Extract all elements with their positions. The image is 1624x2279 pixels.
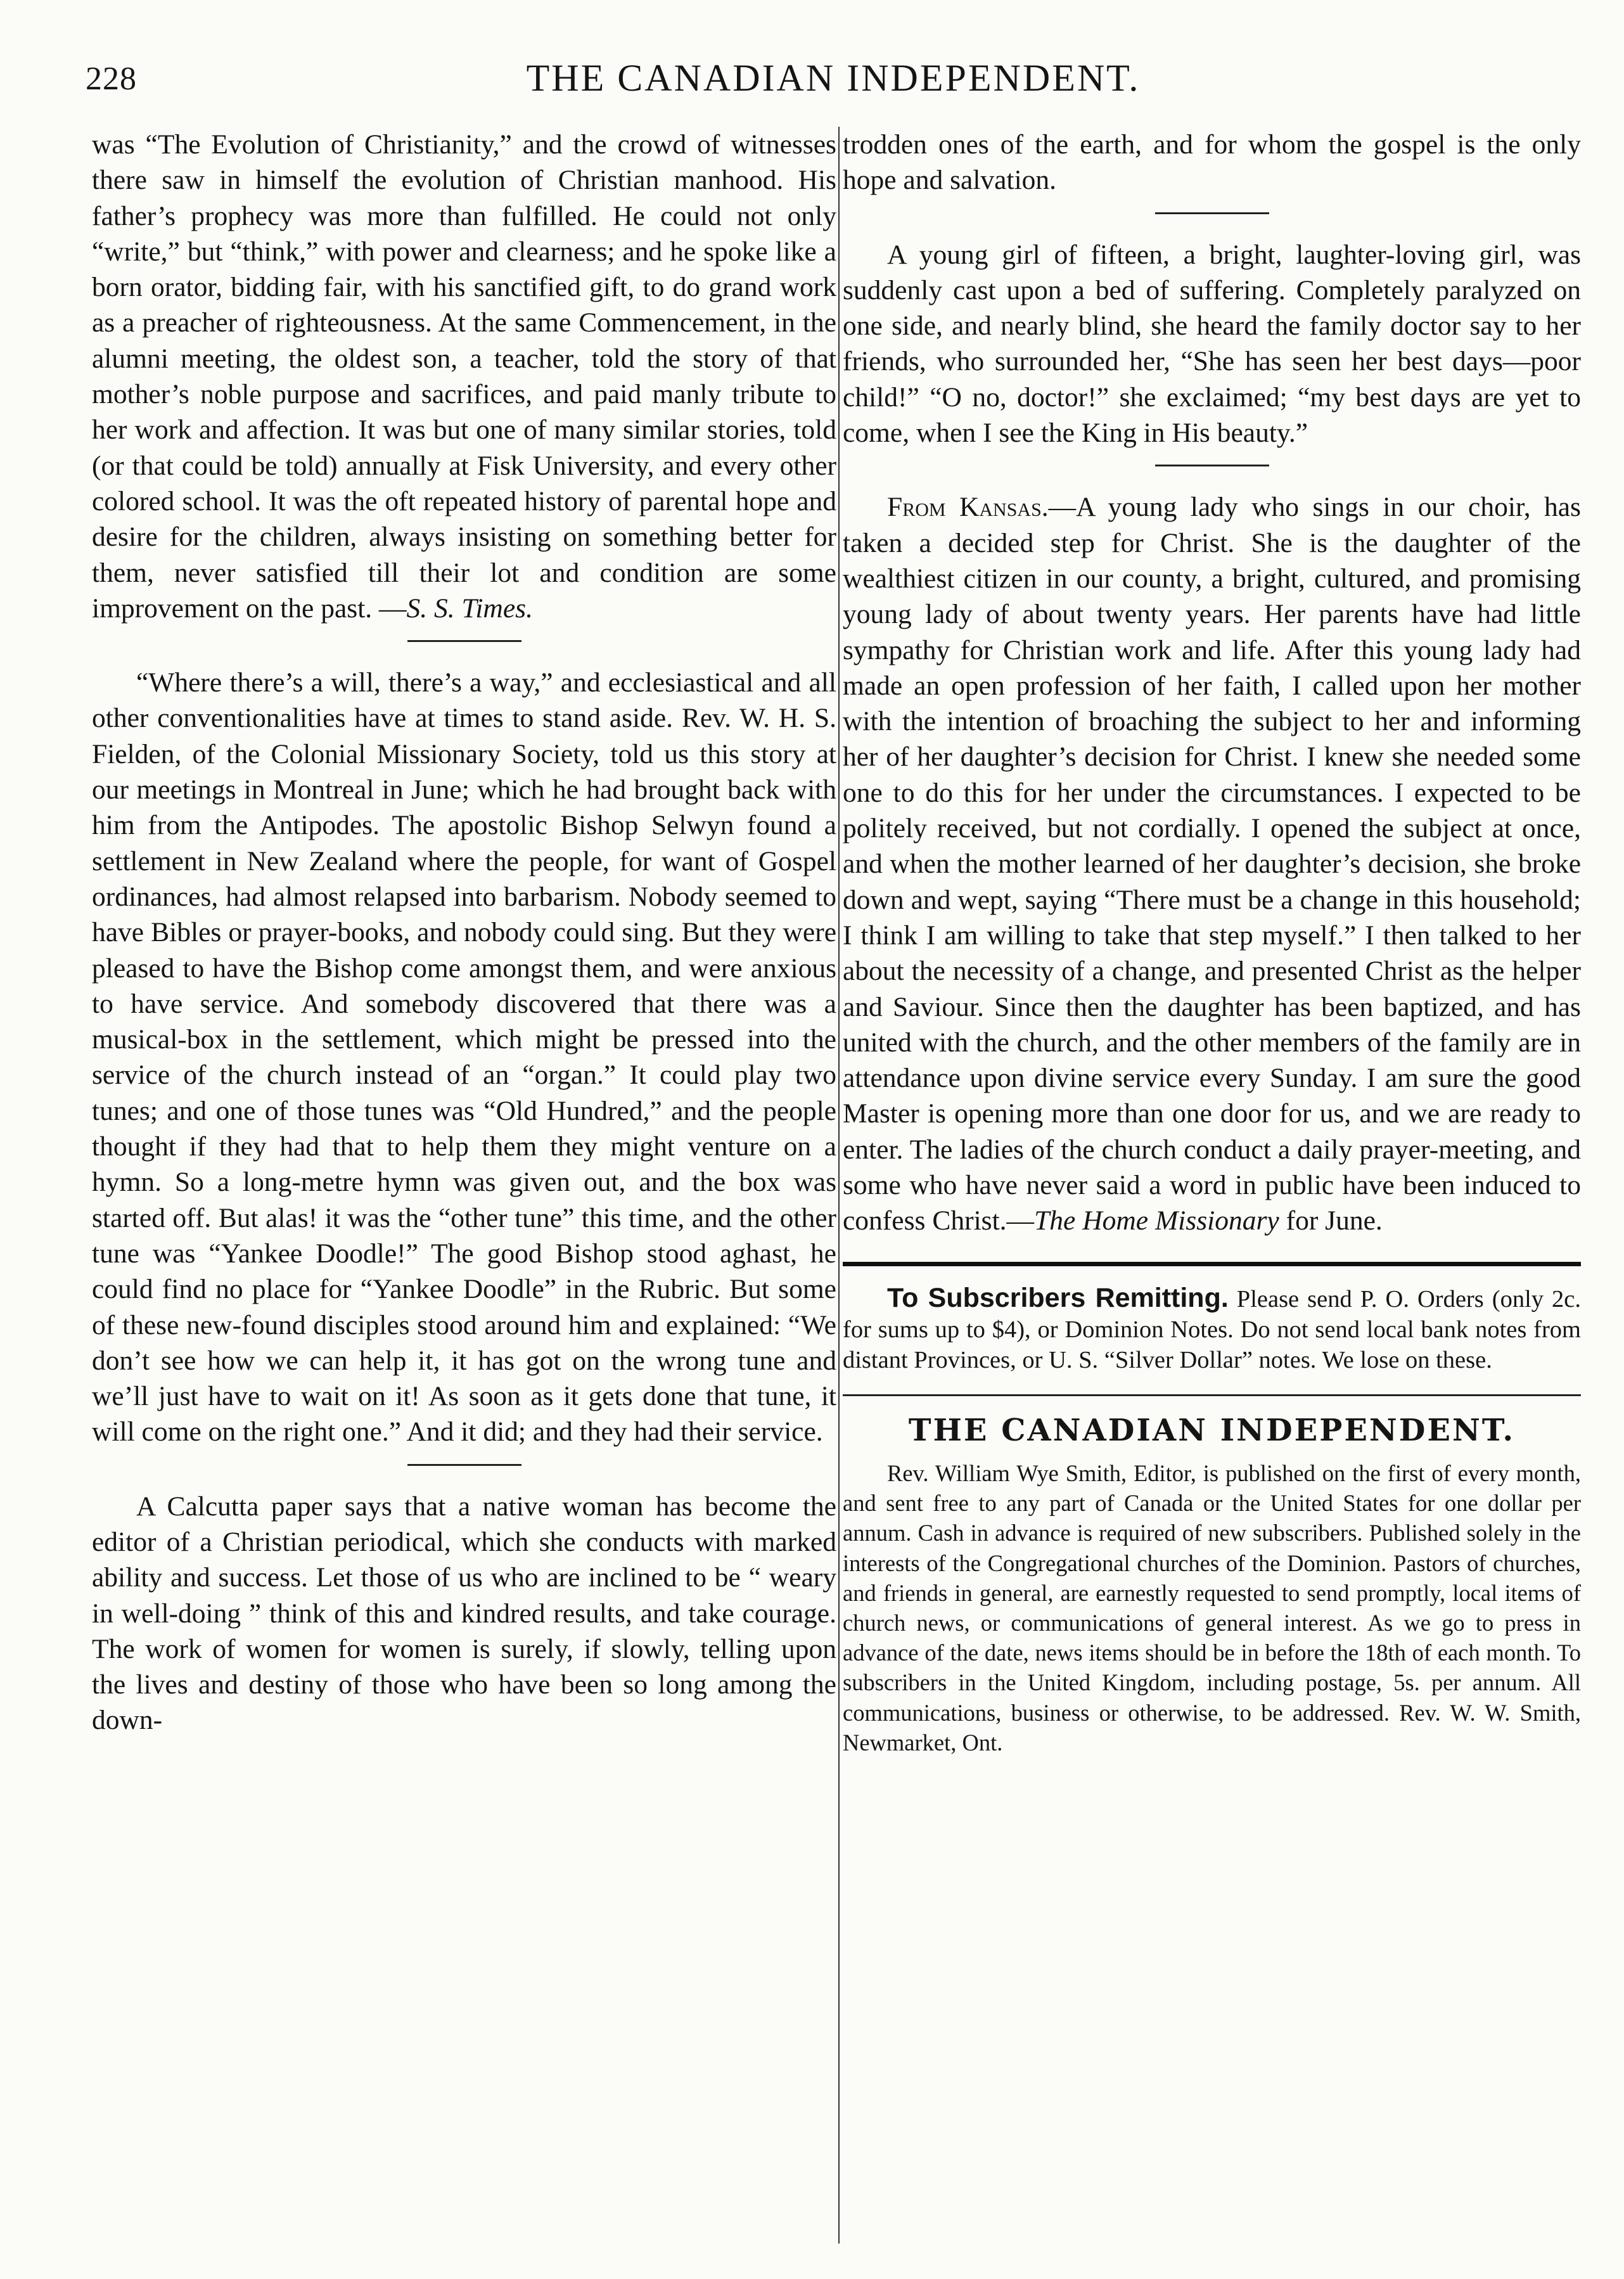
separator-rule [1155, 465, 1269, 466]
article-source: The Home Missionary [1034, 1205, 1279, 1236]
notice-lead: To Subscribers Remitting. [887, 1282, 1229, 1313]
notice-rule [843, 1262, 1581, 1266]
article-fisk-continuation [92, 127, 836, 626]
page-number: 228 [86, 61, 137, 97]
article-calcutta-paper: A Calcutta paper says that a native woman has become the editor of a Christian periodical, which she conducts with marked ability and success. Let those of us who are inclined to be “ weary in well-doing ” think of this and kindred results, and take courage. The work of women for women is surely, if slowly, telling upon the lives and destiny of those who have been so long among the down- [92, 1491, 836, 1736]
article-tail: for June. [1279, 1205, 1383, 1236]
article-text: was “The Evolution of Christianity,” and the crowd of witnesses there saw in himself the evolution of Christian manhood. His father’s prophecy was more than fulfilled. He could not only “write,” but “think,” with power and clearness; and he spoke like a born orator, bidding fair, with his sanctified gift, to do grand work as a preacher of righteousness. At the same Commencement, in the alumni meeting, the oldest son, a teacher, told the story of that mother’s noble purpose and sacrifices, and paid manly tribute to her work and affection. It was but one of many similar stories, told (or that could be told) annually at Fisk University, and every other colored school. It was the oft repeated history of parental hope and desire for the children, always insisting on something better for them, never satisfied till their lot and condition are some improvement on the past. — [92, 129, 836, 624]
article-young-girl: A young girl of fifteen, a bright, laughter-loving girl, was suddenly cast upon a bed of suffering. Completely paralyzed on one side, and nearly blind, she heard the family doctor say to her friends, who surrounded her, “She has seen her best days—poor child!” “O no, doctor!” she exclaimed; “my best days are yet to come, when I see the King in His beauty.” [843, 239, 1581, 449]
article-lead: From Kansas. [887, 492, 1049, 523]
column-divider [838, 127, 840, 2244]
page-header [86, 57, 1581, 105]
masthead-rule [843, 1394, 1581, 1396]
subscribers-notice [843, 1283, 1581, 1375]
article-source: S. S. Times. [406, 593, 533, 624]
masthead-title: THE CANADIAN INDEPENDENT. [908, 1412, 1516, 1448]
colophon: Rev. William Wye Smith, Editor, is published on the first of every month, and sent free to any part of Canada or the United States for one dollar per annum. Cash in advance is required of new subscribers. Published solely in the interests of the Congregational churches of the Dominion. Pastors of churches, and friends in general, are earnestly requested to send promptly, local items of church news, or communications of general interest. As we go to press in advance of the date, news items should be in before the 18th of each month. To subscribers in the United Kingdom, including postage, 5s. per annum. All communications, business or otherwise, to be addressed. Rev. W. W. Smith, Newmarket, Ont. [843, 1460, 1581, 1756]
running-title: THE CANADIAN INDEPENDENT. [526, 57, 1141, 99]
left-column [92, 127, 836, 1738]
separator-rule [407, 640, 521, 642]
article-from-kansas [843, 489, 1581, 1238]
separator-rule [407, 1464, 521, 1466]
article-text: —A young lady who sings in our choir, has taken a decided step for Christ. She is the daughter of the wealthiest citizen in our county, a bright, cultured, and promising young lady of about twenty years. Her parents have had little sympathy for Christian work and life. After this young lady had made an open profession of her faith, I called upon her mother with the intention of broaching the subject to her and informing her of her daughter’s decision for Christ. I knew she needed some one to do this for her under the circumstances. I expected to be politely received, but not cordially. I opened the subject at once, and when the mother learned of her daughter’s decision, she broke down and wept, saying “There must be a change in this household; I think I am willing to take that step myself.” I then talked to her about the necessity of a change, and presented Christ as the helper and Saviour. Since then the daughter has been baptized, and has united with the church, and the other members of the family are in attendance upon divine service every Sunday. I am sure the good Master is opening more than one door for us, and we are ready to enter. The ladies of the church conduct a daily prayer-meeting, and some who have never said a word in public have been induced to confess Christ.— [843, 492, 1581, 1236]
separator-rule [1155, 212, 1269, 214]
article-bishop-selwyn: “Where there’s a will, there’s a way,” and ecclesiastical and all other conventionalities have at times to stand aside. Rev. W. H. S. Fielden, of the Colonial Missionary Society, told us this story at our meetings in Montreal in June; which he had brought back with him from the Antipodes. The apostolic Bishop Selwyn found a settlement in New Zealand where the people, for want of Gospel ordinances, had almost relapsed into barbarism. Nobody seemed to have Bibles or prayer-books, and nobody could sing. But they were pleased to have the Bishop come amongst them, and were anxious to have service. And somebody discovered that there was a musical-box in the settlement, which might be pressed into the service of the church instead of an “organ.” It could play two tunes; and one of those tunes was “Old Hundred,” and the people thought if they had that to help them they might venture on a hymn. So a long-metre hymn was given out, and the box was started off. But alas! it was the “other tune” this time, and the other tune was “Yankee Doodle!” The good Bishop stood aghast, he could find no place for “Yankee Doodle” in the Rubric. But some of these new-found disciples stood around him and explained: “We don’t see how we can help it, it has got on the wrong tune and we’ll just have to wait on it! As soon as it gets done that tune, it will come on the right one.” And it did; and they had their service. [92, 667, 836, 1448]
article-calcutta-continuation: trodden ones of the earth, and for whom the gospel is the only hope and salvation. [843, 129, 1581, 196]
right-column [843, 127, 1581, 1757]
notice-text: Please send P. O. Orders (only 2c. for sums up to $4), or Dominion Notes. Do not send local bank notes from distant Provinces, or U. S. “Silver Dollar” notes. We lose on these. [843, 1285, 1581, 1373]
